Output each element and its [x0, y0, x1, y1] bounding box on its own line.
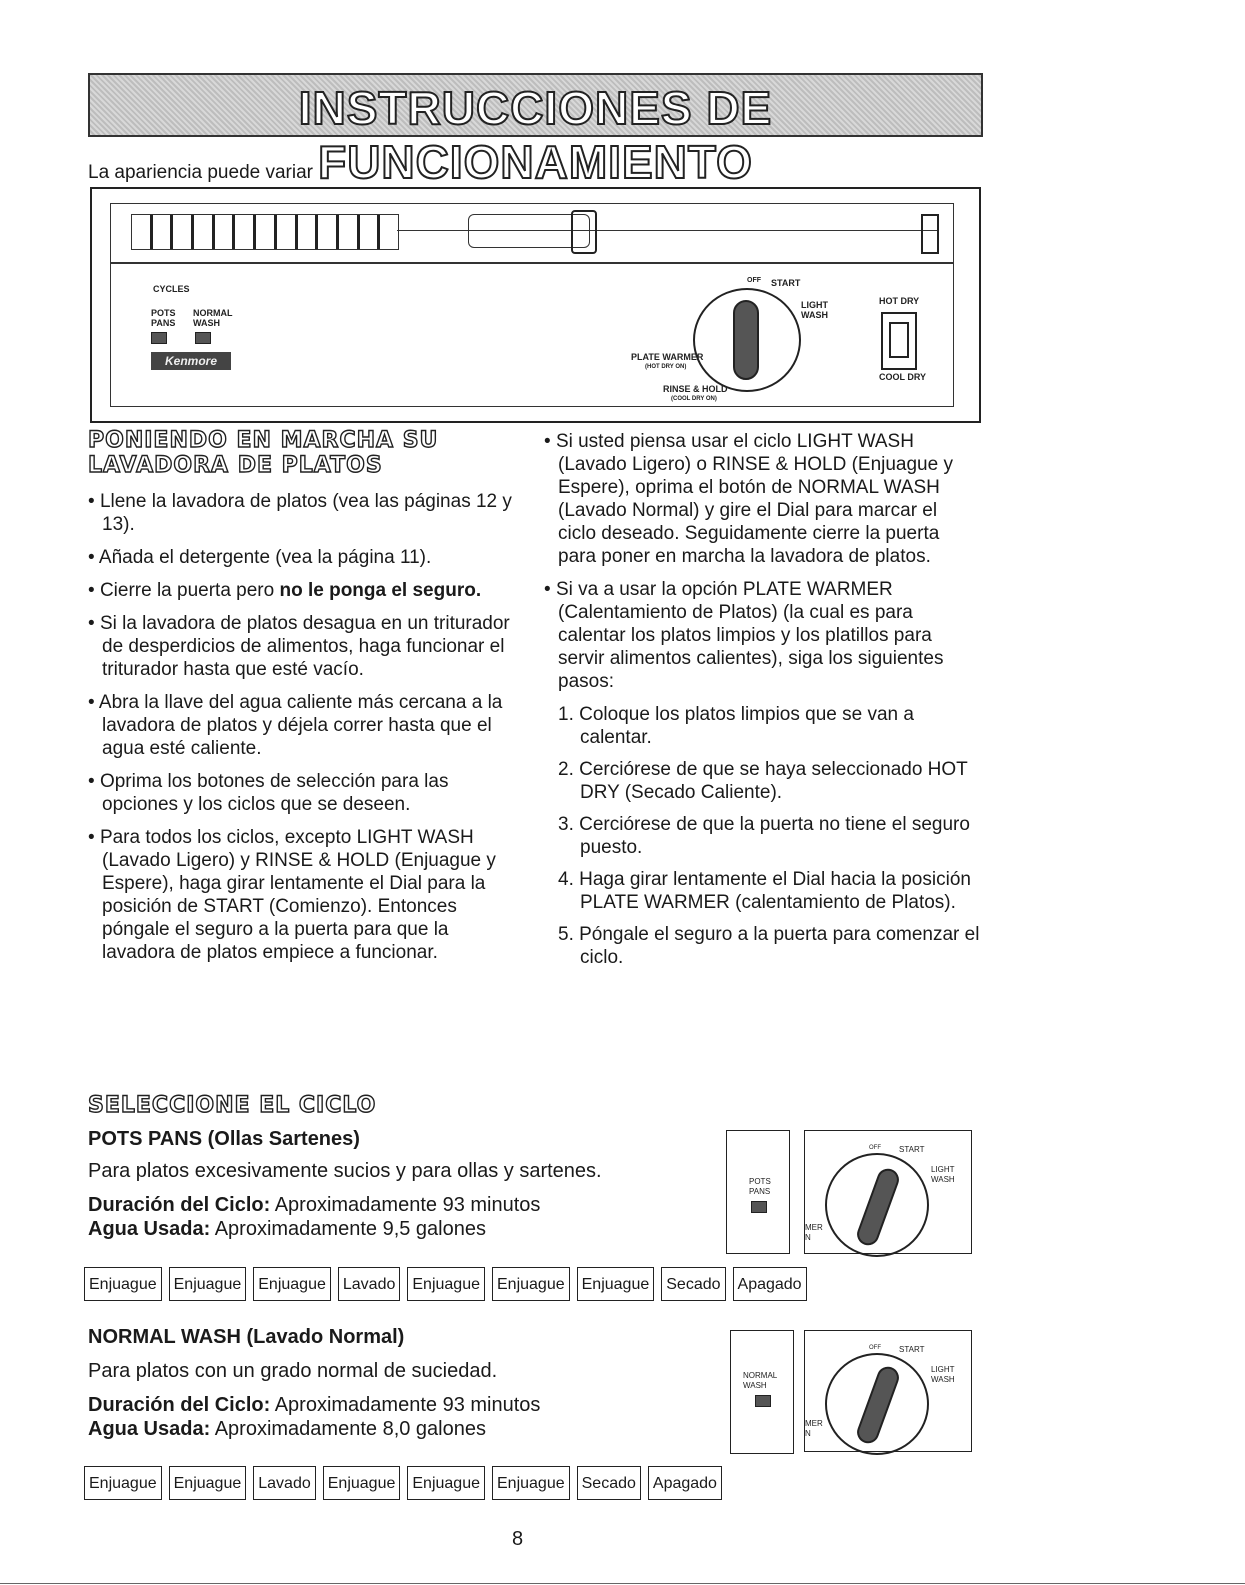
- normal-wash-mini-button: [755, 1395, 771, 1407]
- kenmore-logo: Kenmore: [151, 352, 231, 370]
- control-panel-illustration: [90, 187, 981, 423]
- normal-wash-dial-illustration: [804, 1330, 972, 1452]
- normal-wash-label: NORMAL WASH: [193, 308, 233, 328]
- normal-wash-button-illustration: [730, 1330, 794, 1454]
- pots-pans-label: POTS PANS: [151, 308, 176, 328]
- mini-start-label: START: [899, 1345, 925, 1354]
- list-item: • Si usted piensa usar el ciclo LIGHT WASH (Lavado Ligero) o RINSE & HOLD (Enjuague y Espere), oprima el botón de NORMAL WASH (Lavado Normal) y gire el Dial para marcar el ciclo deseado. Seguidamente cierre la puerta para poner en marcha la lavadora de platos.: [544, 431, 953, 567]
- pots-pans-duration: Duración del Ciclo: Aproximadamente 93 minutos: [88, 1194, 541, 1216]
- mini-light-wash-label: LIGHT WASH: [931, 1365, 955, 1384]
- page-number: 8: [512, 1528, 524, 1550]
- step-item: 3. Cerciórese de que la puerta no tiene el seguro puesto.: [558, 814, 970, 858]
- normal-wash-title: NORMAL WASH (Lavado Normal): [88, 1326, 405, 1348]
- sequence-step: Enjuague: [577, 1267, 655, 1301]
- sequence-step: Apagado: [733, 1267, 807, 1301]
- pots-pans-button: [151, 332, 167, 344]
- rinse-hold-label: RINSE & HOLD: [663, 384, 728, 394]
- sequence-step: Secado: [661, 1267, 725, 1301]
- pots-pans-sequence: [84, 1267, 807, 1301]
- panel-end-cap: [921, 214, 939, 254]
- pots-pans-dial-illustration: [804, 1130, 972, 1254]
- normal-wash-sequence: [84, 1466, 722, 1500]
- plate-warmer-sublabel: (HOT DRY ON): [645, 364, 687, 370]
- sequence-step: Apagado: [648, 1466, 722, 1500]
- mini-off-label: OFF: [869, 1345, 881, 1351]
- section-heading-start-line2: LAVADORA DE PLATOS: [88, 453, 383, 478]
- section-heading-start-line1: PONIENDO EN MARCHA SU: [88, 428, 439, 453]
- hot-dry-label: HOT DRY: [879, 296, 920, 306]
- sequence-step: Enjuague: [253, 1267, 331, 1301]
- normal-wash-button: [195, 332, 211, 344]
- sequence-step: Enjuague: [407, 1267, 485, 1301]
- rinse-hold-sublabel: (COOL DRY ON): [671, 396, 717, 402]
- sequence-step: Enjuague: [407, 1466, 485, 1500]
- sequence-step: Enjuague: [492, 1267, 570, 1301]
- sequence-step: Enjuague: [323, 1466, 401, 1500]
- right-column: [540, 430, 980, 978]
- cycles-label: CYCLES: [153, 284, 190, 294]
- dry-switch-rocker: [889, 322, 909, 358]
- list-item: • Llene la lavadora de platos (vea las páginas 12 y 13).: [88, 491, 512, 535]
- page-title: INSTRUCCIONES DE FUNCIONAMIENTO: [298, 82, 773, 188]
- section-heading-select-cycle: SELECCIONE EL CICLO: [88, 1093, 377, 1118]
- normal-wash-mini-label: NORMAL WASH: [743, 1371, 778, 1390]
- step-item: 4. Haga girar lentamente el Dial hacia la posición PLATE WARMER (calentamiento de Platos).: [558, 869, 971, 913]
- panel-divider: [111, 262, 953, 264]
- dial-knob: [733, 300, 759, 380]
- pots-pans-button-illustration: [726, 1130, 790, 1254]
- cool-dry-label: COOL DRY: [879, 372, 927, 382]
- start-label: START: [771, 278, 801, 288]
- mini-warmer-label: MER N: [805, 1223, 823, 1242]
- sequence-step: Enjuague: [84, 1466, 162, 1500]
- sequence-step: Secado: [577, 1466, 641, 1500]
- pots-pans-title: POTS PANS (Ollas Sartenes): [88, 1128, 360, 1150]
- list-item: • Oprima los botones de selección para las opciones y los ciclos que se deseen.: [88, 771, 449, 815]
- bottom-rule: [0, 1583, 1245, 1584]
- panel-inner: [110, 203, 954, 407]
- mini-warmer-label: MER N: [805, 1419, 823, 1438]
- sequence-step: Lavado: [253, 1466, 316, 1500]
- sequence-step: Enjuague: [84, 1267, 162, 1301]
- step-item: 1. Coloque los platos limpios que se van a calentar.: [558, 704, 914, 748]
- door-latch: [571, 210, 597, 254]
- mini-start-label: START: [899, 1145, 925, 1154]
- left-column: [84, 490, 514, 974]
- light-wash-label: LIGHT WASH: [801, 300, 828, 320]
- list-item: • Abra la llave del agua caliente más cercana a la lavadora de platos y déjela correr hasta que el agua esté caliente.: [88, 692, 503, 759]
- mini-off-label: OFF: [869, 1145, 881, 1151]
- panel-vent-slots: [131, 214, 399, 250]
- mini-light-wash-label: LIGHT WASH: [931, 1165, 955, 1184]
- list-item: • Para todos los ciclos, excepto LIGHT WASH (Lavado Ligero) y RINSE & HOLD (Enjuague y Espere), haga girar lentamente el Dial para la posición de START (Comienzo). Entonces póngale el seguro a la puerta para que la lavadora de platos empiece a funcionar.: [88, 827, 496, 963]
- pots-pans-desc: Para platos excesivamente sucios y para ollas y sartenes.: [88, 1160, 602, 1182]
- pots-pans-water: Agua Usada: Aproximadamente 9,5 galones: [88, 1218, 486, 1240]
- normal-wash-duration: Duración del Ciclo: Aproximadamente 93 minutos: [88, 1394, 541, 1416]
- appearance-note: La apariencia puede variar: [88, 162, 313, 183]
- normal-wash-desc: Para platos con un grado normal de suciedad.: [88, 1360, 498, 1382]
- list-item: • Añada el detergente (vea la página 11).: [88, 547, 432, 568]
- sequence-step: Enjuague: [169, 1466, 247, 1500]
- sequence-step: Lavado: [338, 1267, 401, 1301]
- sequence-step: Enjuague: [492, 1466, 570, 1500]
- sequence-step: Enjuague: [169, 1267, 247, 1301]
- off-label: OFF: [747, 277, 761, 284]
- plate-warmer-label: PLATE WARMER: [631, 352, 704, 362]
- normal-wash-water: Agua Usada: Aproximadamente 8,0 galones: [88, 1418, 486, 1440]
- list-item: • Cierre la puerta pero no le ponga el seguro.: [88, 580, 482, 601]
- step-item: 2. Cerciórese de que se haya seleccionado HOT DRY (Secado Caliente).: [558, 759, 968, 803]
- pots-pans-mini-label: POTS PANS: [749, 1177, 771, 1196]
- pots-pans-mini-button: [751, 1201, 767, 1213]
- step-item: 5. Póngale el seguro a la puerta para comenzar el ciclo.: [558, 924, 980, 968]
- list-item: • Si la lavadora de platos desagua en un triturador de desperdicios de alimentos, haga funcionar el triturador hasta que esté vacío.: [88, 613, 510, 680]
- list-item: • Si va a usar la opción PLATE WARMER (Calentamiento de Platos) (la cual es para calentar los platos limpios y los platillos para servir alimentos calientes), siga los siguientes pasos:: [544, 579, 944, 692]
